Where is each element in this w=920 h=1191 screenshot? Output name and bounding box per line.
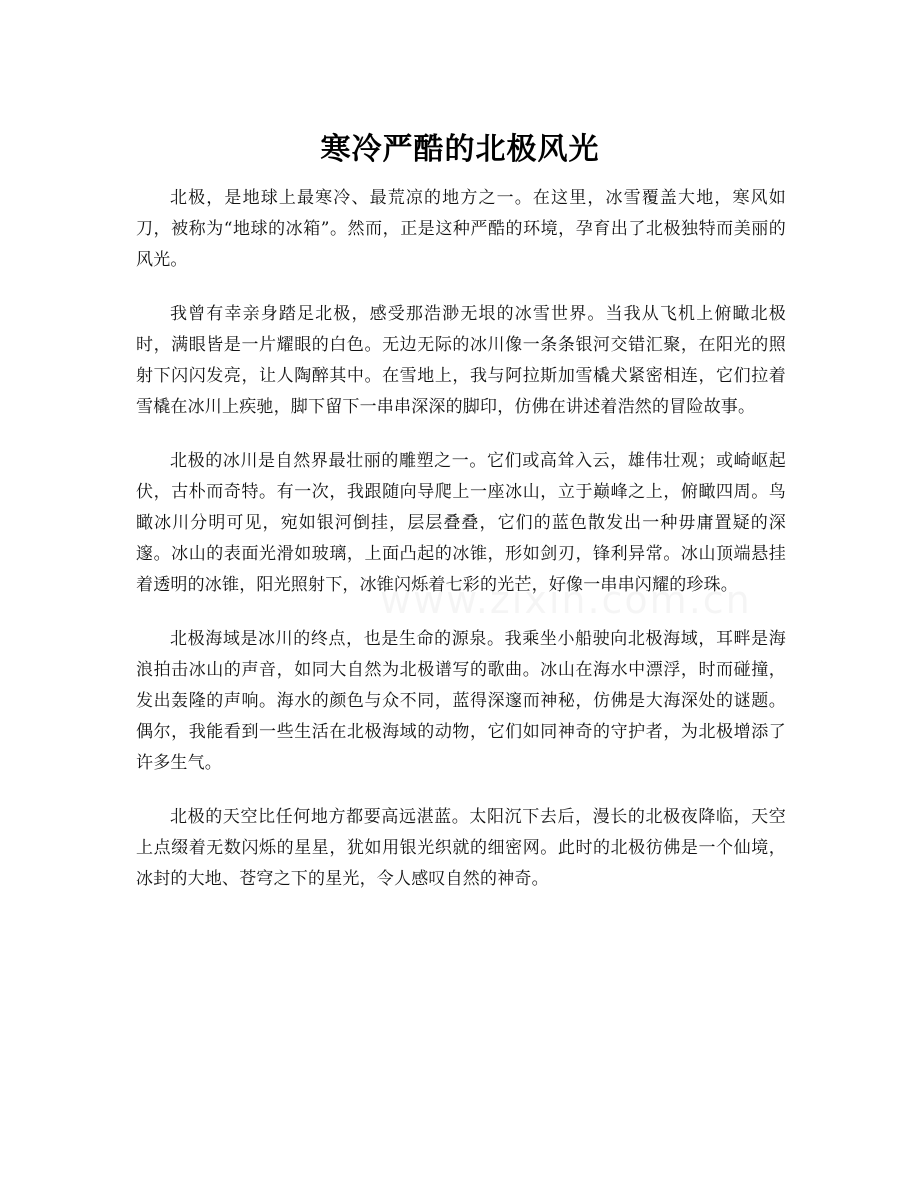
paragraph-5: 北极的天空比任何地方都要高远湛蓝。太阳沉下去后，漫长的北极夜降临，天空上点缀着无数闪烁的星星，犹如用银光织就的细密网。此时的北极彷佛是一个仙境，冰封的大地、苍穹之下的星光，令人感叹自然的神奇。 xyxy=(136,807,786,889)
page-title: 寒冷严酷的北极风光 xyxy=(320,132,600,168)
paragraph-2: 我曾有幸亲身踏足北极，感受那浩渺无垠的冰雪世界。当我从飞机上俯瞰北极时，满眼皆是一片耀眼的白色。无边无际的冰川像一条条银河交错汇聚，在阳光的照射下闪闪发亮，让人陶醉其中。在雪地上，我与阿拉斯加雪橇犬紧密相连，它们拉着雪橇在冰川上疾驰，脚下留下一串串深深的脚印，仿佛在讲述着浩然的冒险故事。 xyxy=(136,304,786,417)
paragraph-3: 北极的冰川是自然界最壮丽的雕塑之一。它们或高耸入云，雄伟壮观；或崎岖起伏，古朴而奇特。有一次，我跟随向导爬上一座冰山，立于巅峰之上，俯瞰四周。鸟瞰冰川分明可见，宛如银河倒挂，层层叠叠，它们的蓝色散发出一种毋庸置疑的深邃。冰山的表面光滑如玻璃，上面凸起的冰锥，形如剑刃，锋利异常。冰山顶端悬挂着透明的冰锥，阳光照射下，冰锥闪烁着七彩的光芒，好像一串串闪耀的珍珠。 xyxy=(136,451,786,595)
paragraph-4: 北极海域是冰川的终点，也是生命的源泉。我乘坐小船驶向北极海域，耳畔是海浪拍击冰山的声音，如同大自然为北极谱写的歌曲。冰山在海水中漂浮，时而碰撞，发出轰隆的声响。海水的颜色与众不同，蓝得深邃而神秘，仿佛是大海深处的谜题。偶尔，我能看到一些生活在北极海域的动物，它们如同神奇的守护者，为北极增添了许多生气。 xyxy=(136,629,786,773)
paragraph-1: 北极，是地球上最寒冷、最荒凉的地方之一。在这里，冰雪覆盖大地，寒风如刀，被称为“地球的冰箱”。然而，正是这种严酷的环境，孕育出了北极独特而美丽的风光。 xyxy=(136,188,786,270)
document-body xyxy=(136,183,786,918)
